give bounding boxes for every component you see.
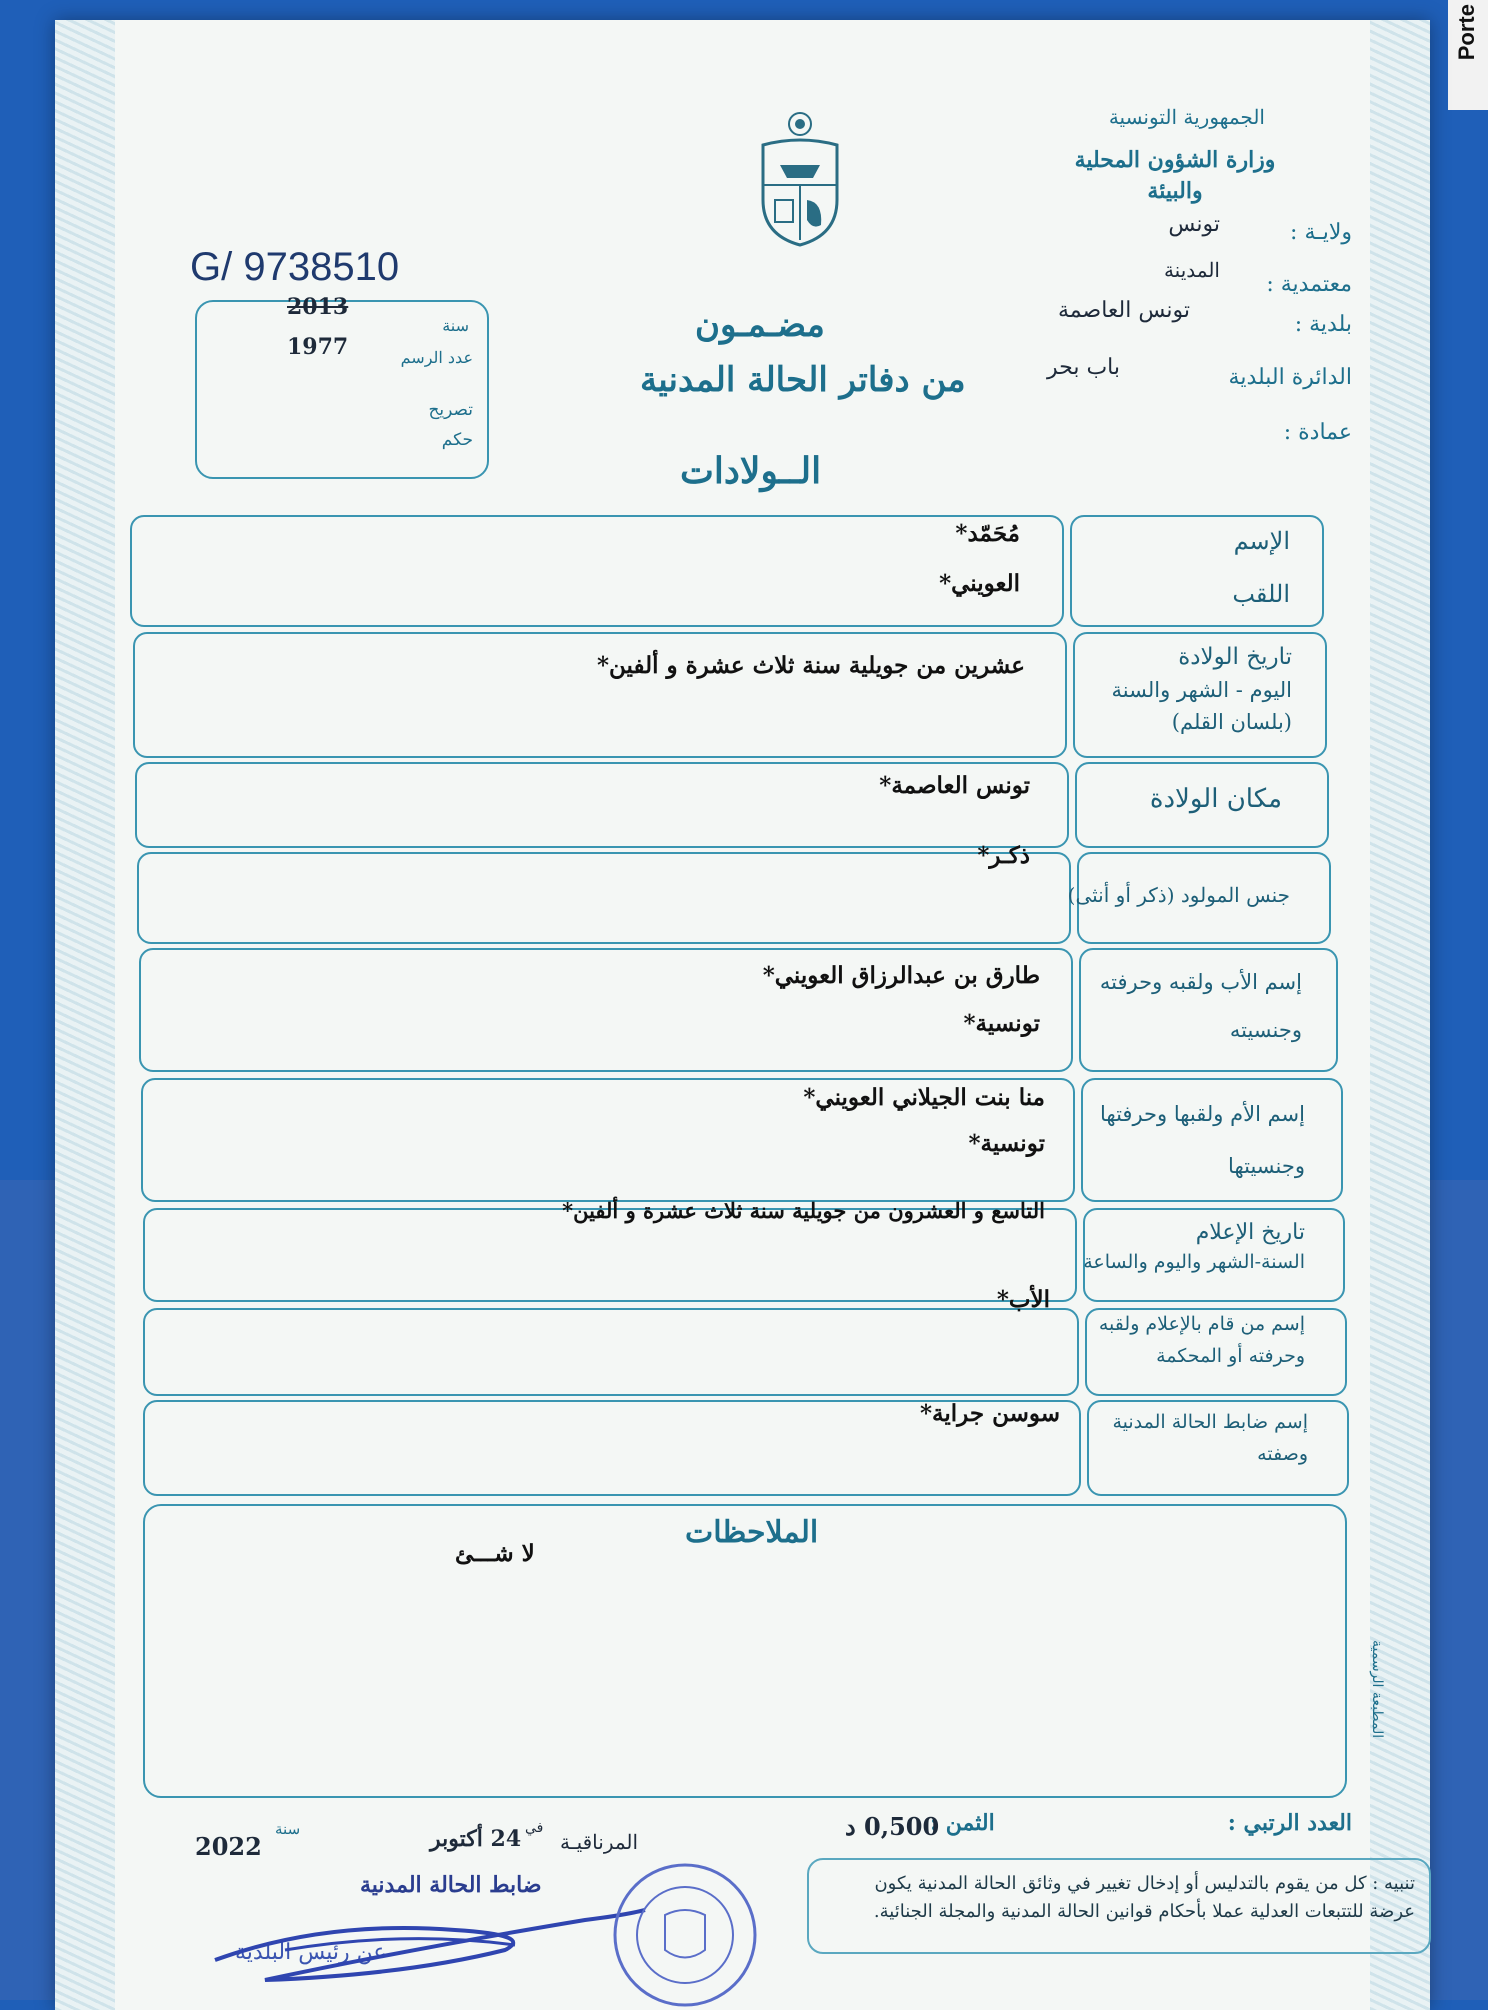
guilloche-border-left	[55, 20, 115, 2010]
label-sex: جنس المولود (ذكر أو أنثى)	[1067, 883, 1290, 907]
value-surname: العويني*	[939, 570, 1020, 597]
remarks-title: الملاحظات	[685, 1515, 819, 1550]
serial-number-label: العدد الرتبي :	[1227, 1810, 1352, 1836]
municipality-value: تونس العاصمة	[1058, 298, 1190, 323]
republic-label: الجمهورية التونسية	[1108, 105, 1265, 129]
ministry-label: وزارة الشؤون المحلية والبيئة	[1074, 147, 1276, 204]
officer-title: ضابط الحالة المدنية	[360, 1872, 542, 1898]
governorate-label: ولايـة :	[1290, 220, 1352, 245]
sector-label: عمادة :	[1283, 420, 1352, 445]
label-first-name: الإسم	[1233, 527, 1290, 555]
birth-certificate-document	[55, 20, 1430, 2010]
issue-place: المرناقيـة	[560, 1830, 639, 1854]
row-mother-label-box	[1081, 1078, 1343, 1202]
value-birth-place: تونس العاصمة*	[879, 772, 1030, 799]
district-value: باب بحر	[1047, 355, 1120, 380]
printer-mark: المطبعة الرسمية	[1369, 1640, 1385, 1739]
registry-year-value: 2013	[287, 294, 349, 320]
date-prefix: في	[525, 1820, 544, 1836]
row-father-label-box	[1079, 948, 1338, 1072]
label-declaration-datetime: السنة-الشهر واليوم والساعة	[1083, 1251, 1305, 1273]
issue-year-label: سنة	[275, 1820, 301, 1838]
signature-scribble	[205, 1890, 655, 1990]
value-civil-officer: سوسن جراية*	[920, 1400, 1060, 1427]
remarks-value: لا شـــئ	[455, 1540, 535, 1567]
official-stamp	[610, 1860, 760, 2010]
governorate-value: تونس	[1168, 212, 1220, 237]
row-birthdate-value-box	[133, 632, 1067, 758]
label-civil-officer: إسم ضابط الحالة المدنية	[1112, 1411, 1308, 1433]
label-mother: إسم الأم ولقبها وحرفتها	[1100, 1102, 1305, 1126]
municipality-label: بلدية :	[1294, 312, 1352, 337]
title-births: الــولادات	[680, 450, 822, 492]
registry-declaration-label: تصريح	[428, 400, 473, 420]
side-tab	[1448, 0, 1488, 110]
price-label: الثمن :	[930, 1810, 995, 1836]
registry-judgment-label: حكم	[441, 430, 473, 450]
value-sex: ذكـر*	[977, 842, 1030, 869]
value-mother-nationality: تونسية*	[968, 1130, 1045, 1157]
label-birth-date: تاريخ الولادة	[1178, 644, 1292, 670]
legal-notice-text: تنبيه : كل من يقوم بالتدليس أو إدخال تغيير في وثائق الحالة المدنية يكون عرضة للتتبعات العدلية عملا بأحكام قوانين الحالة المدنية والمجلة الجنائية.	[873, 1873, 1415, 1922]
label-declarant-profession: وحرفته أو المحكمة	[1156, 1345, 1305, 1367]
serial-number: G/ 9738510	[190, 245, 400, 289]
value-father-nationality: تونسية*	[963, 1010, 1040, 1037]
label-declaration-date: تاريخ الإعلام	[1195, 1220, 1305, 1245]
value-declarant: الأب*	[996, 1286, 1050, 1313]
label-in-words: (بلسان القلم)	[1171, 710, 1292, 734]
label-father: إسم الأب ولقبه وحرفته	[1099, 970, 1302, 994]
title-content: مضـمـون	[695, 305, 825, 345]
signer-title: عن رئيس البلدية	[235, 1940, 387, 1965]
label-mother-nationality: وجنسيتها	[1228, 1154, 1305, 1178]
label-surname: اللقب	[1232, 580, 1290, 608]
value-first-name: مُحَمّد*	[955, 520, 1020, 547]
registry-box	[195, 294, 489, 479]
value-birth-date: عشرين من جويلية سنة ثلاث عشرة و ألفين*	[596, 652, 1025, 679]
delegation-label: معتمدية :	[1266, 272, 1352, 297]
title-registers: من دفاتر الحالة المدنية	[640, 360, 966, 400]
value-declaration-date: التاسع و العشرون من جويلية سنة ثلاث عشرة و ألفين*	[562, 1198, 1045, 1223]
label-birth-place: مكان الولادة	[1149, 784, 1282, 814]
registry-number-label: عدد الرسم	[400, 348, 473, 367]
row-declarant-value-box	[143, 1308, 1079, 1396]
registry-year-label: سنة	[442, 316, 469, 335]
value-mother: منا بنت الجيلاني العويني*	[803, 1084, 1045, 1111]
registry-number-value: 1977	[287, 334, 349, 360]
label-declarant: إسم من قام بالإعلام ولقبه	[1098, 1313, 1305, 1335]
value-father: طارق بن عبدالرزاق العويني*	[762, 962, 1040, 989]
row-name-value-box	[130, 515, 1064, 627]
row-sex-value-box	[137, 852, 1071, 944]
legal-notice-box	[807, 1858, 1431, 1954]
delegation-value: المدينة	[1163, 258, 1220, 282]
label-civil-officer-title: وصفته	[1257, 1443, 1308, 1465]
issue-year-value: 2022	[195, 1832, 262, 1861]
tunisia-emblem-icon	[755, 110, 845, 250]
issue-day-month: 24 أكتوبر	[430, 1826, 522, 1852]
side-tab-text: Porte	[1454, 4, 1479, 61]
label-day-month-year: اليوم - الشهر والسنة	[1111, 678, 1292, 702]
price-value: 0,500 د	[845, 1812, 940, 1841]
district-label: الدائرة البلدية	[1228, 365, 1352, 390]
label-father-nationality: وجنسيته	[1229, 1018, 1302, 1042]
